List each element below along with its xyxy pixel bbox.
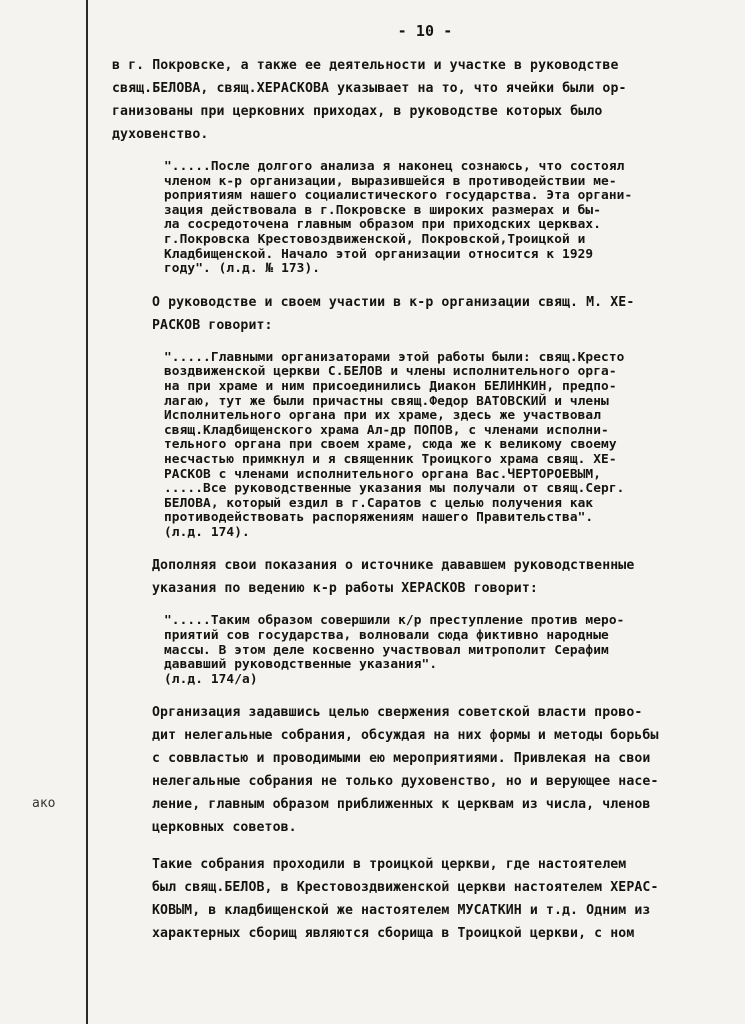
text-line: РАСКОВ говорит:	[152, 317, 273, 333]
text-line: ла сосредоточена главным образом при приходских церквах.	[164, 217, 602, 233]
text-line: тельного органа при своем храме, сюда же к великому своему	[164, 437, 617, 453]
text-line: церковных советов.	[152, 820, 297, 836]
text-line: приятий сов государства, волновали сюда фиктивно народные	[164, 628, 609, 644]
text-line: г.Покровска Крестовоздвиженской, Покровской,Троицкой и	[164, 231, 586, 247]
paragraph-source	[112, 554, 738, 600]
text-line: свящ.Кладбищенского храма Ал-др ПОПОВ, с членами исполни-	[164, 422, 609, 438]
text-line: ".....Таким образом совершили к/р преступление против меро-	[164, 613, 625, 629]
text-line: указания по ведению к-р работы ХЕРАСКОВ говорит:	[152, 581, 538, 597]
text-line: Исполнительного органа при их храме, здесь же участвовал	[164, 408, 602, 424]
text-line: характерных сборищ являются сборища в Троицкой церкви, с ном	[152, 926, 635, 942]
paragraph-leadership	[112, 291, 738, 337]
text-line: дит нелегальные собрания, обсуждая на них формы и методы борьбы	[152, 728, 659, 744]
text-line: массы. В этом деле косвенно участвовал митрополит Серафим	[164, 642, 609, 658]
text-line: РАСКОВ с членами исполнительного органа Вас.ЧЕРТОРОЕВЫМ,	[164, 466, 602, 482]
text-line: Такие собрания проходили в троицкой церкви, где настоятелем	[152, 857, 627, 873]
margin-rule	[86, 0, 88, 1024]
text-line: в г. Покровске, а также ее деятельности и участке в руководстве	[112, 58, 619, 73]
text-line: ".....После долгого анализа я наконец сознаюсь, что состоял	[164, 159, 625, 174]
paragraph-intro	[112, 54, 738, 146]
text-line: году". (л.д. № 173).	[164, 261, 321, 277]
text-line: КОВЫМ, в кладбищенской же настоятелем МУСАТКИН и т.д. Одним из	[152, 903, 651, 919]
text-line: ганизованы при церковних приходах, в руководстве которых было	[112, 104, 603, 119]
margin-note: ако	[32, 796, 56, 811]
text-line: воздвиженской церкви С.БЕЛОВ и члены исполнительного орга-	[164, 364, 617, 380]
text-line: Дополняя свои показания о источнике дававшем руководственные	[152, 558, 635, 574]
text-line: Кладбищенской. Начало этой организации относится к 1929	[164, 246, 594, 262]
text-line: .....Все руководственные указания мы получали от свящ.Серг.	[164, 481, 625, 497]
text-line: ".....Главными организаторами этой работы были: свящ.Кресто	[164, 349, 625, 365]
text-line: (л.д. 174).	[164, 524, 250, 540]
text-line: зация действовала в г.Покровске в широких размерах и бы-	[164, 202, 602, 218]
text-line: был свящ.БЕЛОВ, в Крестовоздвиженской церкви настоятелем ХЕРАС-	[152, 880, 659, 896]
text-line: несчастью примкнул и я священник Троицкого храма свящ. ХЕ-	[164, 451, 617, 467]
text-line: дававший руководственные указания".	[164, 657, 438, 673]
text-line: нелегальные собрания не только духовенство, но и верующее насе-	[152, 774, 659, 790]
text-line: ление, главным образом приближенных к церквам из числа, членов	[152, 797, 651, 813]
text-line: О руководстве и своем участии в к-р организации свящ. М. ХЕ-	[152, 294, 635, 310]
text-line: Организация задавшись целью свержения советской власти прово-	[152, 705, 643, 721]
text-line: лагаю, тут же были причастны свящ.Федор ВАТОВСКИЙ и члены	[164, 393, 609, 409]
paragraph-meetings	[112, 701, 738, 839]
text-line: роприятиям нашего социалистического государства. Эта органи-	[164, 188, 633, 204]
paragraph-churches	[112, 853, 738, 945]
text-line: (л.д. 174/а)	[164, 671, 258, 687]
quote-testimony-2	[164, 351, 738, 541]
quote-testimony-1	[164, 160, 738, 277]
text-line: с соввластью и проводимыми ею мероприятиями. Привлекая на свои	[152, 751, 651, 767]
text-line: БЕЛОВА, который ездил в г.Саратов с целью получения как	[164, 495, 594, 511]
text-line: противодействовать распоряжениям нашего Правительства".	[164, 510, 594, 526]
text-line: свящ.БЕЛОВА, свящ.ХЕРАСКОВА указывает на то, что ячейки были ор-	[112, 81, 627, 96]
document-page	[112, 22, 738, 945]
text-line: на при храме и ним присоединились Диакон БЕЛИНКИН, предпо-	[164, 378, 617, 394]
text-line: членом к-р организации, выразившейся в противодействии ме-	[164, 173, 617, 189]
page-number: - 10 -	[397, 22, 453, 40]
quote-testimony-3	[164, 614, 738, 687]
text-line: духовенство.	[112, 127, 209, 142]
